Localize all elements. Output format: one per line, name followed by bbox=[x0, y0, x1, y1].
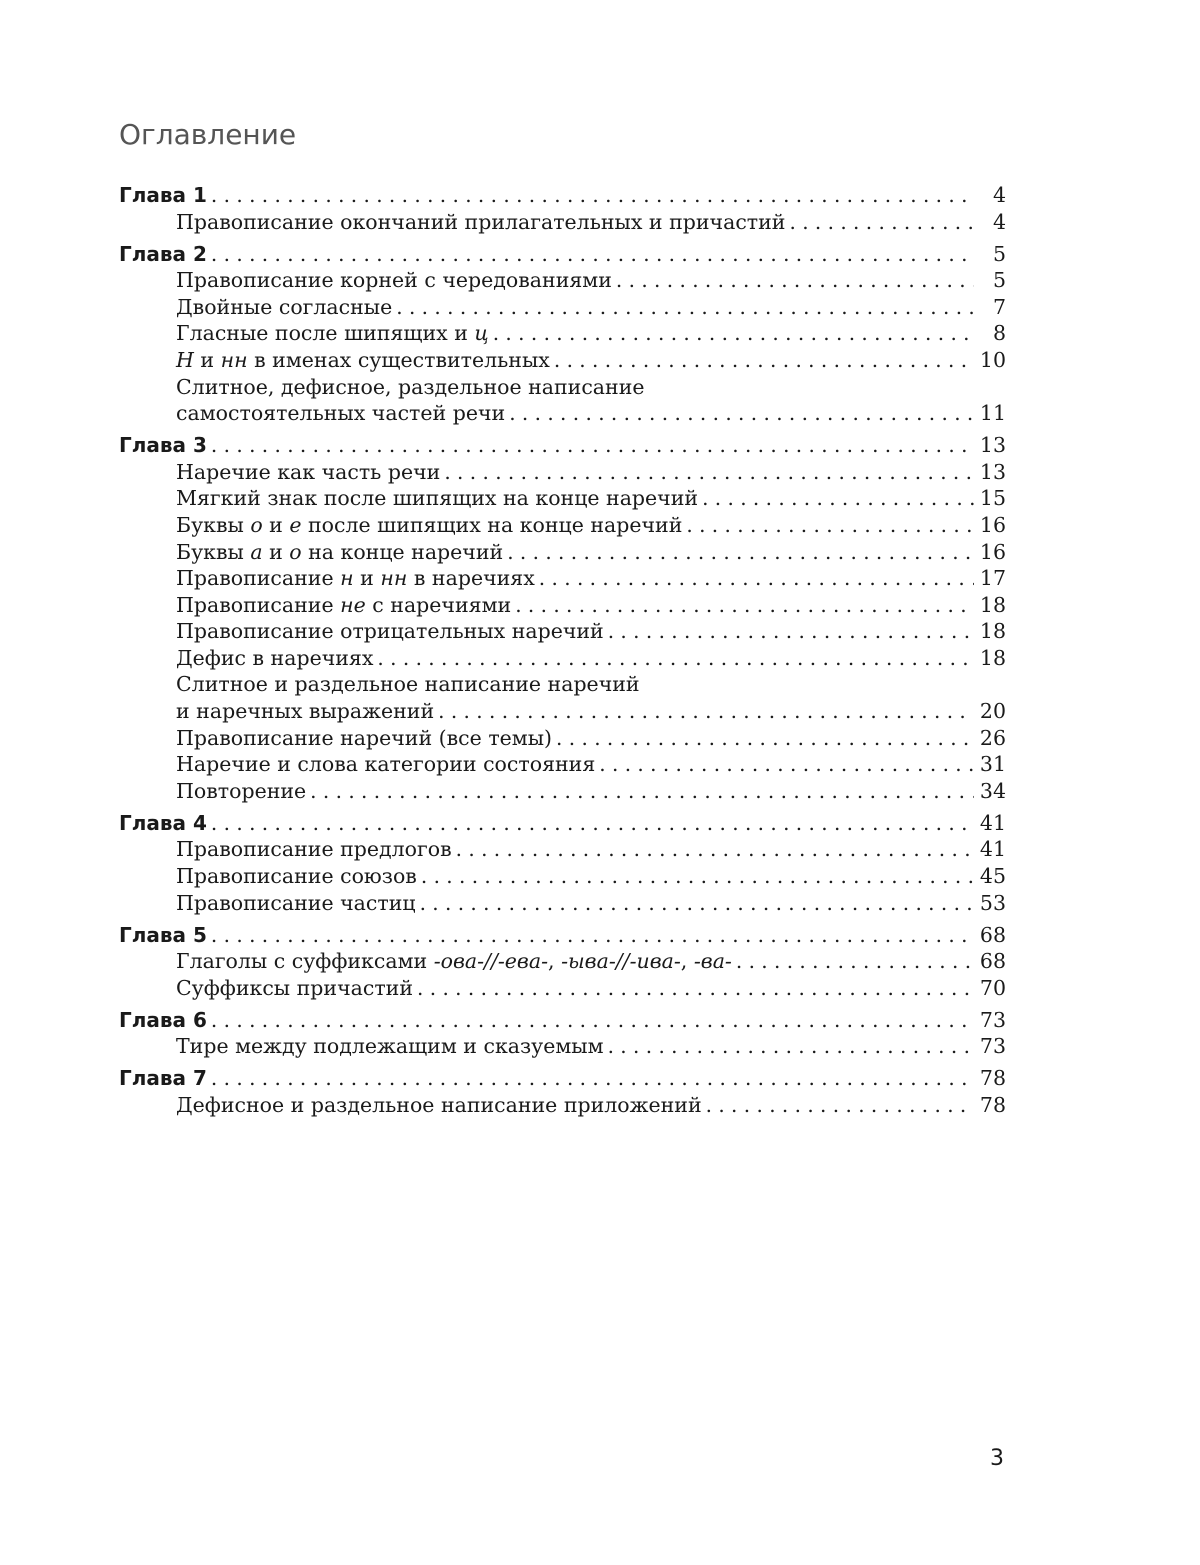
toc-page-number: 41 bbox=[979, 837, 1006, 862]
toc-section-entry[interactable] bbox=[119, 619, 1006, 646]
dot-leader bbox=[702, 486, 974, 510]
toc-page-number: 73 bbox=[979, 1034, 1006, 1059]
dot-leader bbox=[736, 949, 974, 973]
toc-page-number: 4 bbox=[992, 183, 1006, 207]
dot-leader bbox=[211, 1008, 974, 1032]
dot-leader bbox=[211, 433, 974, 457]
dot-leader bbox=[438, 699, 974, 723]
toc-entry-label: Буквы о и е после шипящих на конце наречий bbox=[176, 512, 683, 537]
toc-section-entry[interactable] bbox=[119, 593, 1006, 620]
dot-leader bbox=[420, 891, 974, 915]
toc-page-number: 16 bbox=[979, 512, 1006, 537]
toc-chapter-entry[interactable] bbox=[119, 811, 1006, 838]
toc-entry-label: Дефисное и раздельное написание приложений bbox=[176, 1092, 702, 1117]
dot-leader bbox=[509, 401, 974, 425]
dot-leader bbox=[493, 321, 974, 345]
dot-leader bbox=[421, 864, 974, 888]
toc-entry-label: Глава 5 bbox=[119, 922, 207, 947]
dot-leader bbox=[539, 566, 974, 590]
dot-leader bbox=[599, 752, 974, 776]
dot-leader bbox=[608, 1034, 974, 1058]
toc-page-number: 15 bbox=[979, 486, 1006, 511]
toc-page-number: 34 bbox=[979, 778, 1006, 803]
toc-section-entry[interactable] bbox=[119, 837, 1006, 864]
toc-entry-label: Глава 4 bbox=[119, 810, 207, 835]
toc-entry-label: Правописание наречий (все темы) bbox=[176, 725, 553, 750]
toc-section-entry[interactable] bbox=[119, 699, 1006, 726]
toc-entry-label: Правописание н и нн в наречиях bbox=[176, 566, 535, 591]
toc-chapter-entry[interactable] bbox=[119, 1008, 1006, 1035]
toc-section-entry[interactable] bbox=[119, 210, 1006, 237]
toc-entry-label: Мягкий знак после шипящих на конце наречий bbox=[176, 486, 699, 511]
toc-page-number: 20 bbox=[979, 699, 1006, 724]
toc-entry-label: Правописание предлогов bbox=[176, 837, 452, 862]
toc-entry-label: Тире между подлежащим и сказуемым bbox=[176, 1034, 604, 1059]
toc-entry-label: Н и нн в именах существительных bbox=[176, 347, 550, 372]
dot-leader bbox=[556, 726, 974, 750]
dot-leader bbox=[608, 619, 974, 643]
toc-entry-label: Наречие и слова категории состояния bbox=[176, 752, 596, 777]
toc-section-entry[interactable] bbox=[119, 566, 1006, 593]
toc-entry-label: Правописание не с наречиями bbox=[176, 592, 512, 617]
dot-leader bbox=[444, 460, 974, 484]
toc-page-number: 13 bbox=[979, 459, 1006, 484]
toc-page-number: 31 bbox=[979, 752, 1006, 777]
dot-leader bbox=[515, 593, 974, 617]
toc-page-number: 5 bbox=[992, 268, 1006, 293]
toc-page-number: 73 bbox=[979, 1007, 1006, 1032]
toc-entry-label: Повторение bbox=[176, 778, 307, 803]
dot-leader bbox=[616, 268, 974, 292]
toc-entry-label: Правописание отрицательных наречий bbox=[176, 619, 604, 644]
toc-page-number: 70 bbox=[979, 975, 1006, 1000]
toc-section-entry[interactable] bbox=[119, 295, 1006, 322]
toc-entry-label: Гласные после шипящих и ц bbox=[176, 321, 489, 346]
toc-entry-label: Буквы а и о на конце наречий bbox=[176, 539, 504, 564]
toc-entry-label: Правописание частиц bbox=[176, 890, 416, 915]
toc-page-number: 18 bbox=[979, 645, 1006, 670]
toc-section-entry[interactable] bbox=[119, 1034, 1006, 1061]
page-title: Оглавление bbox=[119, 118, 297, 151]
toc-section-entry[interactable] bbox=[119, 672, 1006, 699]
toc-section-entry[interactable] bbox=[119, 891, 1006, 918]
toc-page-number: 4 bbox=[992, 209, 1006, 234]
toc-page-number: 18 bbox=[979, 592, 1006, 617]
toc-entry-label: Слитное и раздельное написание наречий bbox=[176, 672, 640, 697]
toc-entry-label: Правописание окончаний прилагательных и причастий bbox=[176, 209, 786, 234]
table-of-contents bbox=[119, 183, 1006, 1120]
toc-page-number: 26 bbox=[979, 725, 1006, 750]
dot-leader bbox=[211, 242, 974, 266]
toc-page-number: 17 bbox=[979, 566, 1006, 591]
toc-entry-label: Правописание корней с чередованиями bbox=[176, 268, 612, 293]
toc-section-entry[interactable] bbox=[119, 268, 1006, 295]
toc-page-number: 45 bbox=[979, 864, 1006, 889]
toc-section-entry[interactable] bbox=[119, 864, 1006, 891]
toc-section-entry[interactable] bbox=[119, 375, 1006, 402]
dot-leader bbox=[417, 976, 974, 1000]
toc-section-entry[interactable] bbox=[119, 348, 1006, 375]
toc-section-entry[interactable] bbox=[119, 321, 1006, 348]
toc-page-number: 78 bbox=[979, 1092, 1006, 1117]
dot-leader bbox=[211, 923, 974, 947]
toc-entry-label: Суффиксы причастий bbox=[176, 975, 414, 1000]
dot-leader bbox=[396, 295, 974, 319]
toc-page-number: 13 bbox=[979, 433, 1006, 458]
dot-leader bbox=[706, 1093, 974, 1117]
toc-section-entry[interactable] bbox=[119, 401, 1006, 428]
toc-section-entry[interactable] bbox=[119, 752, 1006, 779]
toc-section-entry[interactable] bbox=[119, 1093, 1006, 1120]
toc-entry-label: Глава 7 bbox=[119, 1066, 207, 1091]
dot-leader bbox=[507, 540, 974, 564]
toc-page-number: 18 bbox=[979, 619, 1006, 644]
toc-page-number: 41 bbox=[979, 810, 1006, 835]
toc-page-number: 16 bbox=[979, 539, 1006, 564]
toc-entry-label: Глаголы с суффиксами -ова-//-ева-, -ыва-//-ива-, -ва- bbox=[176, 949, 732, 974]
toc-page-number: 53 bbox=[979, 890, 1006, 915]
toc-chapter-entry[interactable] bbox=[119, 923, 1006, 950]
toc-page-number: 10 bbox=[979, 347, 1006, 372]
toc-entry-label: Глава 3 bbox=[119, 433, 207, 458]
toc-section-entry[interactable] bbox=[119, 460, 1006, 487]
dot-leader bbox=[211, 183, 974, 207]
toc-page-number: 78 bbox=[979, 1066, 1006, 1091]
toc-entry-label: Глава 6 bbox=[119, 1007, 207, 1032]
dot-leader bbox=[686, 513, 974, 537]
toc-entry-label: Глава 2 bbox=[119, 241, 207, 266]
toc-entry-label: Дефис в наречиях bbox=[176, 645, 374, 670]
toc-section-entry[interactable] bbox=[119, 726, 1006, 753]
dot-leader bbox=[456, 837, 974, 861]
dot-leader bbox=[377, 646, 973, 670]
toc-entry-label: Глава 1 bbox=[119, 183, 207, 207]
toc-section-entry[interactable] bbox=[119, 540, 1006, 567]
toc-section-entry[interactable] bbox=[119, 779, 1006, 806]
page-number: 3 bbox=[990, 1446, 1004, 1471]
toc-page-number: 68 bbox=[979, 949, 1006, 974]
toc-page-number: 11 bbox=[979, 401, 1006, 426]
toc-section-entry[interactable] bbox=[119, 949, 1006, 976]
toc-chapter-entry[interactable] bbox=[119, 242, 1006, 269]
dot-leader bbox=[789, 210, 974, 234]
toc-chapter-entry[interactable] bbox=[119, 183, 1006, 210]
dot-leader bbox=[310, 779, 974, 803]
dot-leader bbox=[211, 1066, 974, 1090]
toc-chapter-entry[interactable] bbox=[119, 433, 1006, 460]
toc-section-entry[interactable] bbox=[119, 976, 1006, 1003]
toc-section-entry[interactable] bbox=[119, 646, 1006, 673]
toc-page-number: 5 bbox=[992, 241, 1006, 266]
dot-leader bbox=[554, 348, 974, 372]
dot-leader bbox=[211, 811, 974, 835]
toc-page-number: 68 bbox=[979, 922, 1006, 947]
toc-page-number: 7 bbox=[992, 294, 1006, 319]
toc-entry-label: и наречных выражений bbox=[176, 699, 435, 724]
toc-entry-label: Слитное, дефисное, раздельное написание bbox=[176, 374, 645, 399]
toc-entry-label: Правописание союзов bbox=[176, 864, 417, 889]
toc-entry-label: Двойные согласные bbox=[176, 294, 393, 319]
toc-page-number: 8 bbox=[992, 321, 1006, 346]
toc-chapter-entry[interactable] bbox=[119, 1066, 1006, 1093]
toc-entry-label: Наречие как часть речи bbox=[176, 459, 441, 484]
toc-section-entry[interactable] bbox=[119, 513, 1006, 540]
toc-entry-label: самостоятельных частей речи bbox=[176, 401, 506, 426]
toc-section-entry[interactable] bbox=[119, 486, 1006, 513]
